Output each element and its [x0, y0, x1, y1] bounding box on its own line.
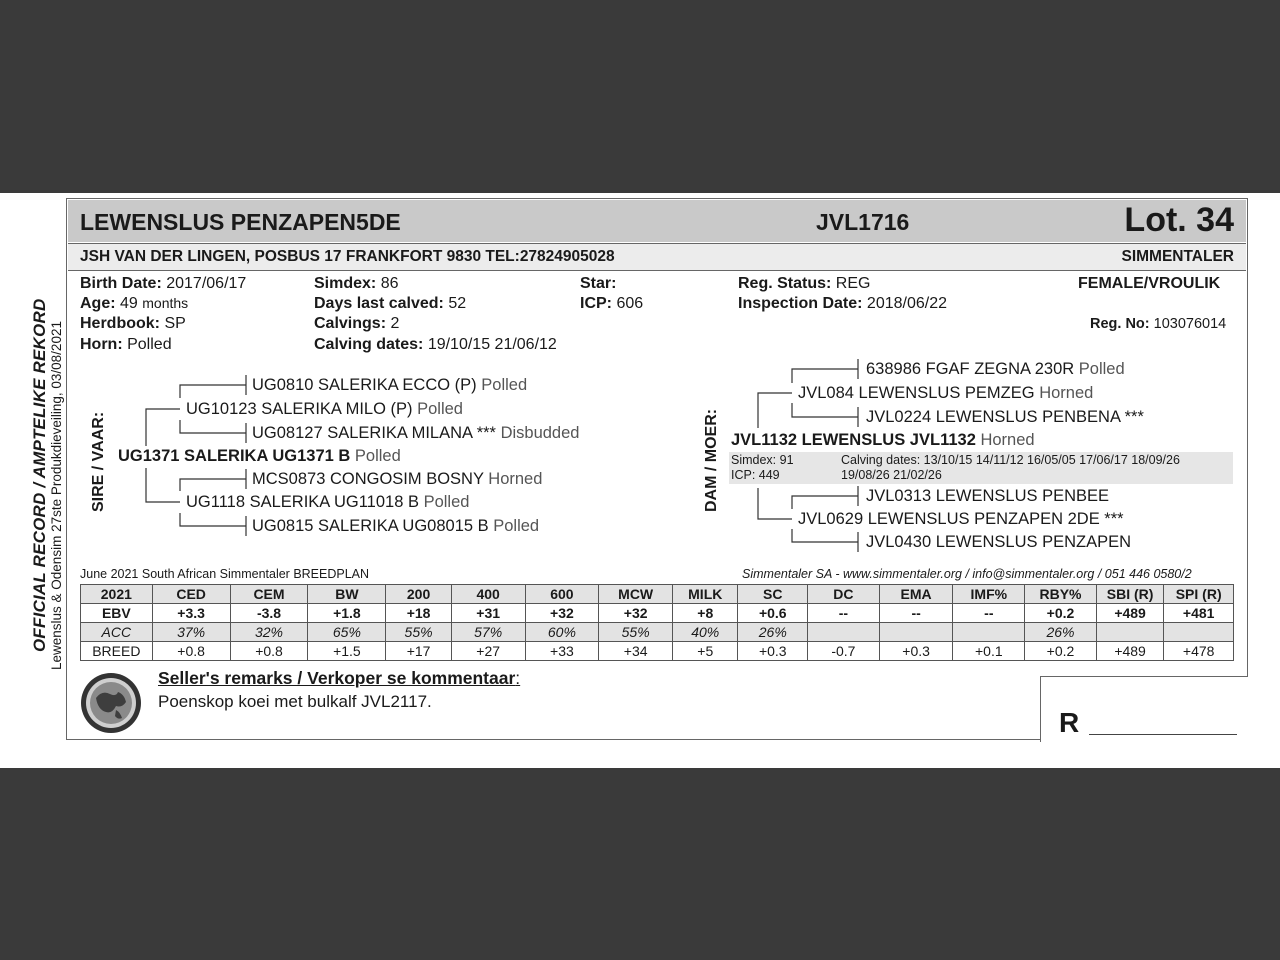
days-last-calved-field: Days last calved: 52	[314, 295, 467, 312]
dam-label: DAM / MOER:	[703, 408, 720, 512]
table-cell: BREED	[81, 642, 153, 661]
table-cell: SC	[738, 585, 808, 604]
table-cell: MCW	[599, 585, 673, 604]
table-cell: --	[808, 604, 880, 623]
table-cell: +33	[525, 642, 599, 661]
table-cell: 65%	[308, 623, 386, 642]
reg-status-field: Reg. Status: REG	[738, 275, 871, 292]
table-row	[81, 623, 1234, 642]
sex-label: FEMALE/VROULIK	[1078, 275, 1221, 292]
breed-label: SIMMENTALER	[1121, 248, 1234, 265]
horn-field: Horn: Polled	[80, 336, 172, 353]
table-cell: EBV	[81, 604, 153, 623]
table-cell: +0.3	[738, 642, 808, 661]
dam-dam: JVL0629 LEWENSLUS PENZAPEN 2DE ***	[798, 510, 1124, 528]
table-cell: RBY%	[1025, 585, 1097, 604]
table-cell: +489	[1096, 604, 1164, 623]
table-cell: 600	[525, 585, 599, 604]
table-cell: --	[879, 604, 953, 623]
table-cell: +0.8	[230, 642, 308, 661]
official-record-label: OFFICIAL RECORD / AMPTELIKE REKORD	[30, 298, 49, 652]
table-cell: +0.1	[953, 642, 1025, 661]
table-cell: 55%	[386, 623, 451, 642]
remarks-title: Seller's remarks / Verkoper se kommentaar:	[158, 668, 521, 688]
table-cell: --	[953, 604, 1025, 623]
table-cell: +481	[1164, 604, 1234, 623]
table-cell: 32%	[230, 623, 308, 642]
table-cell: +478	[1164, 642, 1234, 661]
sire-sire-dam: UG08127 SALERIKA MILANA *** Disbudded	[252, 424, 580, 442]
table-cell: SPI (R)	[1164, 585, 1234, 604]
table-cell: BW	[308, 585, 386, 604]
icp-field: ICP: 606	[580, 295, 644, 312]
table-cell: +32	[525, 604, 599, 623]
birth-date-field: Birth Date: 2017/06/17	[80, 275, 247, 292]
lot-number: Lot. 34	[1124, 201, 1234, 239]
table-cell: 26%	[1025, 623, 1097, 642]
table-row	[81, 585, 1234, 604]
table-cell	[1096, 623, 1164, 642]
dam-dam-sire: JVL0313 LEWENSLUS PENBEE	[866, 487, 1110, 505]
sire-sire-sire: UG0810 SALERIKA ECCO (P) Polled	[252, 376, 528, 394]
table-cell: MILK	[673, 585, 738, 604]
table-cell	[953, 623, 1025, 642]
table-cell: +3.3	[152, 604, 230, 623]
table-cell: +0.8	[152, 642, 230, 661]
animal-name: LEWENSLUS PENZAPEN5DE	[80, 209, 401, 235]
dam-sire: JVL084 LEWENSLUS PEMZEG Horned	[798, 384, 1094, 402]
price-line[interactable]	[1089, 734, 1237, 735]
table-cell: 200	[386, 585, 451, 604]
currency-label: R	[1059, 707, 1080, 738]
table-cell: 400	[451, 585, 525, 604]
sire-dam: UG1118 SALERIKA UG11018 B Polled	[186, 493, 470, 511]
table-cell: 60%	[525, 623, 599, 642]
table-cell: +489	[1096, 642, 1164, 661]
sire-dam-sire: MCS0873 CONGOSIM BOSNY Horned	[252, 470, 543, 488]
table-cell: +18	[386, 604, 451, 623]
table-cell: CED	[152, 585, 230, 604]
sire-name: UG1371 SALERIKA UG1371 B Polled	[118, 447, 401, 465]
table-cell: +0.6	[738, 604, 808, 623]
table-cell: 26%	[738, 623, 808, 642]
table-row	[81, 642, 1234, 661]
table-cell: +0.3	[879, 642, 953, 661]
ebv-table	[80, 584, 1234, 661]
sire-label: SIRE / VAAR:	[90, 411, 107, 512]
table-cell: -0.7	[808, 642, 880, 661]
table-cell: +34	[599, 642, 673, 661]
calvings-field: Calvings: 2	[314, 315, 400, 332]
sire-dam-dam: UG0815 SALERIKA UG08015 B Polled	[252, 517, 540, 535]
table-cell: IMF%	[953, 585, 1025, 604]
table-cell: CEM	[230, 585, 308, 604]
herdbook-field: Herdbook: SP	[80, 315, 186, 332]
star-field: Star:	[580, 275, 617, 292]
sire-sire: UG10123 SALERIKA MILO (P) Polled	[186, 400, 463, 418]
table-cell: ACC	[81, 623, 153, 642]
table-cell: 55%	[599, 623, 673, 642]
contact-caption: Simmentaler SA - www.simmentaler.org / info@simmentaler.org / 051 446 0580/2	[742, 567, 1192, 581]
dam-dam-dam: JVL0430 LEWENSLUS PENZAPEN	[866, 533, 1132, 551]
inspection-date-field: Inspection Date: 2018/06/22	[738, 295, 947, 312]
table-cell	[808, 623, 880, 642]
calving-dates-field: Calving dates: 19/10/15 21/06/12	[314, 336, 557, 353]
society-logo-icon	[80, 672, 142, 734]
table-cell: +1.5	[308, 642, 386, 661]
table-cell	[1164, 623, 1234, 642]
table-cell	[879, 623, 953, 642]
dam-stats	[729, 452, 1233, 484]
table-cell: DC	[808, 585, 880, 604]
table-row	[81, 604, 1234, 623]
table-cell: +0.2	[1025, 642, 1097, 661]
table-cell: +5	[673, 642, 738, 661]
dam-sire-sire: 638986 FGAF ZEGNA 230R Polled	[866, 360, 1125, 378]
dam-icp: ICP: 449	[731, 468, 780, 482]
table-cell: 40%	[673, 623, 738, 642]
table-cell: 37%	[152, 623, 230, 642]
age-field: Age: 49 months	[80, 295, 189, 312]
animal-code: JVL1716	[816, 209, 910, 235]
dam-calving-dates-2: 19/08/26 21/02/26	[841, 468, 942, 482]
table-cell: +0.2	[1025, 604, 1097, 623]
table-cell: +8	[673, 604, 738, 623]
table-cell: +32	[599, 604, 673, 623]
table-cell: -3.8	[230, 604, 308, 623]
reg-no-field: Reg. No: 103076014	[1090, 316, 1227, 332]
breedplan-caption: June 2021 South African Simmentaler BREEDPLAN	[80, 567, 370, 581]
table-cell: 57%	[451, 623, 525, 642]
table-cell: EMA	[879, 585, 953, 604]
remarks-text: Poenskop koei met bulkalf JVL2117.	[158, 692, 432, 711]
dam-calving-dates: Calving dates: 13/10/15 14/11/12 16/05/05 17/06/17 18/09/26	[841, 453, 1180, 467]
auction-label: Lewenslus & Odensim 27ste Produkdieveiling, 03/08/2021	[49, 321, 64, 670]
price-box	[1040, 676, 1248, 742]
owner-line: JSH VAN DER LINGEN, POSBUS 17 FRANKFORT 9830 TEL:27824905028	[80, 248, 615, 265]
dam-simdex: Simdex: 91	[731, 453, 794, 467]
table-cell: +27	[451, 642, 525, 661]
dam-sire-dam: JVL0224 LEWENSLUS PENBENA ***	[866, 408, 1144, 426]
simdex-field: Simdex: 86	[314, 275, 399, 292]
dam-name: JVL1132 LEWENSLUS JVL1132 Horned	[731, 431, 1035, 449]
table-cell: SBI (R)	[1096, 585, 1164, 604]
table-cell: 2021	[81, 585, 153, 604]
table-cell: +31	[451, 604, 525, 623]
table-cell: +17	[386, 642, 451, 661]
table-cell: +1.8	[308, 604, 386, 623]
